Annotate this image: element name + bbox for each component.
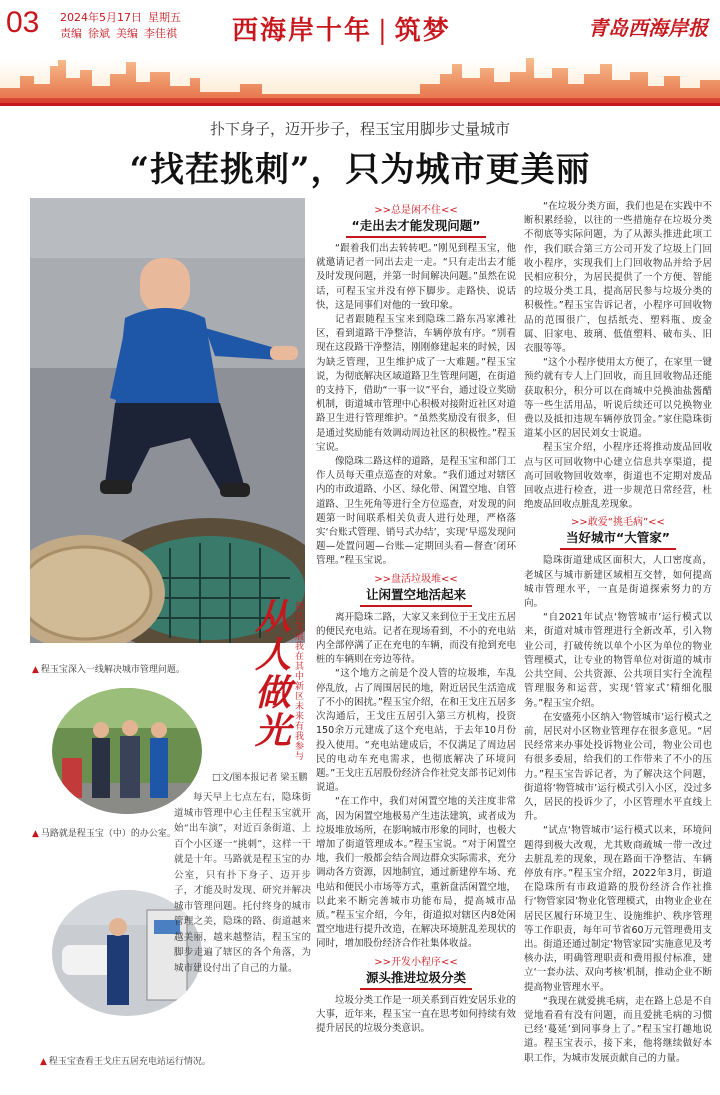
paragraph: 垃圾分类工作是一项关系到百姓安居乐业的大事，近年来，程玉宝一直在思考如何持续有效提升居民的垃圾分类意识。	[316, 994, 516, 1034]
page-number: 03	[6, 6, 40, 39]
editor-name: 徐斌	[88, 27, 110, 40]
section-heading-2	[316, 573, 516, 607]
photo-caption-1	[32, 662, 185, 675]
section-heading-1	[316, 204, 516, 238]
caption-text-3: 程玉宝查看王戈庄五居充电站运行情况。	[48, 1057, 211, 1067]
caption-text-2: 马路就是程玉宝（中）的办公室。	[40, 829, 176, 839]
section-subname: 筑梦	[394, 16, 451, 46]
section-title-text: 源头推进垃圾分类	[360, 970, 472, 990]
photo-man-crouching-by-manhole	[30, 198, 305, 643]
paragraph: 像隐珠二路这样的道路，是程玉宝和部门工作人员每天重点巡查的对象。“我们通过对辖区内的市政道路、小区、绿化带、闲置空地、自管道路、卫生死角等进行全方位巡查，对发现的问题第一时间联系相关负责人进行处理，严格落实‘台账式管理、销号式办结’，实现‘早巡发现问题—处置问题—台账—定期回头看—督查’闭环管理。”程玉宝说。	[316, 456, 516, 567]
section-heading-3	[316, 956, 516, 990]
paragraph: “在工作中，我们对闲置空地的关注度非常高，因为闲置空地极易产生违法建筑，或者成为垃圾堆放场所，在影响城市形象的同时，也极大增加了街道管理成本。”程玉宝说。“对于闲置空地，我们一般都会结合周边群众实际需求，充分调动各方资源，因地制宜，通过新建停车场、充电站和便民小市场等方式，重新盘活闲置空地，以此来不断完善城市功能布局，提高城市品质。”程玉宝介绍，今年，街道拟对辖区内8处闲置空地进行提升改造，在解决环境脏乱差现状的同时，增加股份经济合作社集体收益。	[316, 796, 516, 950]
paragraph: “这个地方之前是个没人管的垃圾堆，车乱停乱放，占了周围居民的地，附近居民生活造成了不小的困扰。”程玉宝介绍，在和王戈庄五居多次沟通后，王戈庄五居引入第三方机构，投资150余万元建成了这个充电站，于去年10月份投入使用。“充电站建成后，不仅满足了周边居民的电动车充电需求，也彻底解决了环境问题。”王戈庄五居股份经济合作社党支部书记刘伟说道。	[316, 668, 516, 794]
article-intro: 每天早上七点左右，隐珠街道城市管理中心主任程玉宝就开始“出车演”，对近百条街道、上百个小区逐一“挑刺”，这样一干就是十年。马路就是程玉宝的办公室，只有扑下身子、迈开步子，才能及时发现、研究并解决城市管理问题。托付终身的城市管理之美，隐珠的路、街道越来越美丽，越来越整洁，程玉宝的脚步走遍了辖区的各个角落，为城市建设付出了自己的力量。	[174, 792, 311, 974]
paragraph: “自2021年试点‘物管城市’运行模式以来，街道对城市管理进行全新改革，引入物业公司，打破传统以单个小区为单位的物业管理模式，让专业的物管单位对街道的城市公共空间、公共资源、公共项目实行全流程管理服务和运营，实现‘管家式’精细化服务。”程玉宝介绍。	[524, 612, 712, 709]
section-tag: >>总是闲不住<<	[374, 205, 458, 216]
section-title-text: 让闲置空地活起来	[360, 587, 472, 607]
designer-name: 李佳祺	[144, 27, 177, 40]
designer-label: 美编	[116, 27, 138, 40]
article-column-middle	[316, 200, 516, 1090]
section-title	[232, 10, 451, 47]
editor-label: 责编	[60, 27, 82, 40]
section-tag: >>盘活垃圾堆<<	[374, 573, 458, 585]
caption-text-1: 程玉宝深入一线解决城市管理问题。	[40, 665, 185, 675]
byline: □文/图本报记者 梁玉鹏	[212, 773, 308, 783]
masthead	[0, 0, 720, 106]
section-heading-4	[524, 516, 712, 550]
header-rule	[0, 103, 720, 106]
series-logo: 从人做光	[255, 596, 292, 752]
section-tag: >>开发小程序<<	[374, 956, 458, 968]
issue-meta	[60, 10, 187, 42]
series-logo-block	[255, 598, 310, 768]
section-tag: >>敢爱“挑毛病”<<	[571, 517, 665, 529]
city-skyline-illustration	[0, 48, 720, 106]
paragraph: 在安盛苑小区纳入‘物管城市’运行模式之前，居民对小区物业管理存在很多意见。“居民经常来办事处投诉物业公司，物业公司也有很多委屈，给我们的工作带来了不小的压力。”程玉宝告诉记者，为了解决这个问题，街道将‘物管城市’运行模式引入小区，没过多久，居民的投诉少了，小区管理水平直线上升。	[524, 711, 712, 823]
caption-marker-icon: ▲	[40, 1057, 47, 1067]
newspaper-logo: 青岛西海岸报	[588, 16, 708, 40]
section-divider: |	[378, 16, 389, 46]
section-title-text: 当好城市“大管家”	[560, 530, 676, 550]
article-headline: “找茬挑刺”，只为城市更美丽	[129, 150, 591, 190]
issue-weekday: 星期五	[148, 11, 181, 24]
paragraph: “跟着我们出去转转吧。”刚见到程玉宝，他就邀请记者一同出去走一走。“只有走出去才能及时发现问题，并第一时间解决问题。”虽然在说话，可程玉宝并没有停下脚步。走路快、说话快，这是同事们对他的一致印象。	[316, 243, 516, 311]
main-photo	[30, 198, 305, 643]
section-name: 西海岸十年	[232, 16, 373, 46]
paragraph: 隐珠街道建成区面积大，人口密度高，老城区与城市新建区域相互交替，如何提高城市管理水平，一直是街道探索努力的方向。	[524, 555, 712, 610]
article-column-right	[524, 200, 712, 1090]
caption-marker-icon: ▲	[32, 665, 39, 675]
paragraph: 记者跟随程玉宝来到隐珠二路东冯家滩社区，看到道路干净整洁，车辆停放有序。“别看现在这段路干净整洁，刚刚修建起来的时候，因为缺乏管理，卫生维护成了一大难题。”程玉宝说，为彻底解决区域道路卫生管理问题，在街道的支持下，借助“一事一议”平台，通过设立奖励机制，街道城市管理中心积极对接附近社区对道路卫生进行管理维护。“虽然奖励没有很多，但是通过奖励能有效调动周边社区的积极性。”程玉宝说。	[316, 314, 516, 453]
paragraph: “这个小程序使用太方便了，在家里一键预约就有专人上门回收，而且回收物品还能获取积分，积分可以在商城中兑换油盐酱醋等一些生活用品，听说后续还可以兑换物业费以及抵扣违规车辆停放罚金。”家住隐珠街道某小区的居民刘女士说道。	[524, 357, 712, 440]
section-title-text: “走出去才能发现问题”	[346, 218, 487, 238]
issue-date: 2024年5月17日	[60, 11, 142, 24]
series-subtitle: 新区发展我在其中 新区未来有我参与	[295, 602, 305, 762]
paragraph: 离开隐珠二路，大家又来到位于王戈庄五居的便民充电站。记者在现场看到，不小的充电站内全部停满了正在充电的车辆，而没有抢到充电桩的车辆则在旁边等待。	[316, 611, 516, 666]
paragraph: “我现在就爱挑毛病，走在路上总是不自觉地看看有没有问题，而且爱挑毛病的习惯已经‘蔓延’到同事身上了。”程玉宝打趣地说道。程玉宝表示，接下来，他将继续做好本职工作，为城市发展贡献自己的力量。	[524, 995, 712, 1064]
caption-marker-icon: ▲	[32, 829, 39, 839]
paragraph: “在垃圾分类方面，我们也是在实践中不断积累经验，以往的一些措施存在垃圾分类不彻底等实际问题，为了从源头推进此项工作，我们联合第三方公司开发了垃圾上门回收小程序，实现我们上门回收物品并给予居民相应积分，为居民提供了一个方便、智能的垃圾分类工具，提高居民参与垃圾分类的积极性。”程玉宝告诉记者，小程序可回收物品的范围很广，包括纸壳、塑料瓶、废金属、旧家电、玻璃、低值塑料、破布头、旧衣服等等。	[524, 201, 712, 355]
photo-caption-3	[40, 1054, 211, 1067]
paragraph: 程玉宝介绍，小程序还将推动废品回收点与区可回收物中心建立信息共享渠道，提高可回收物回收效率，街道也不定期对废品回收点进行检查，进一步规范日常经营，杜绝废品回收点脏乱差现象。	[524, 442, 712, 511]
paragraph: “试点‘物管城市’运行模式以来，环境问题得到极大改观，尤其败商疏城一带一改过去脏乱差的现象，现在路面干净整洁、车辆停放有序。”程玉宝介绍，2022年3月，街道在隐珠所有市政道路的股份经济合作社推行‘物管家园’物业化管理模式，由物业企业在居民区履行环境卫生、设施维护、秩序管理等工作职责，每年可节省60万元管理费用支出。街道还通过制定‘物管家园’实施意见及考核办法，明确管理职责和费用报付标准，建立‘一套办法、双向考核’机制，推动企业不断提高物业管理水平。	[524, 825, 712, 993]
photo-caption-2	[32, 826, 176, 839]
article-kicker: 扑下身子，迈开步子，程玉宝用脚步丈量城市	[209, 120, 510, 138]
